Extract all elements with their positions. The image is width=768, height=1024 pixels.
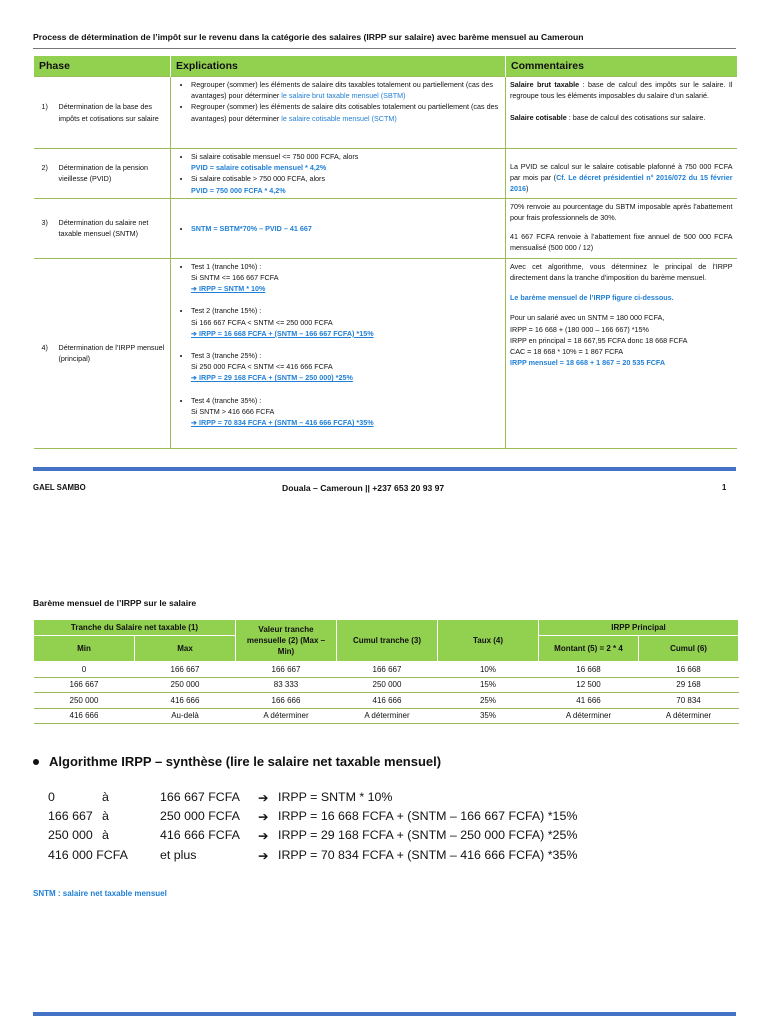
test-condition: Si 250 000 FCFA < SNTM <= 416 666 FCFA bbox=[191, 362, 333, 372]
footer-author: GAEL SAMBO bbox=[33, 483, 86, 492]
footer-bar bbox=[33, 467, 736, 471]
explication-cell bbox=[171, 77, 506, 149]
algo-heading bbox=[33, 754, 441, 769]
algo-sep: à bbox=[102, 790, 109, 804]
algo-sep: à bbox=[102, 828, 109, 842]
phase-cell bbox=[34, 198, 171, 258]
cell-taux: 15% bbox=[438, 677, 539, 693]
phase-number: 2) bbox=[41, 163, 48, 173]
cell-montant: 41 666 bbox=[539, 693, 639, 709]
cell-valeur: 166 666 bbox=[236, 693, 337, 709]
condition-text: Si salaire cotisable > 750 000 FCFA, alors bbox=[191, 174, 326, 184]
cell-cumul: A déterminer bbox=[337, 708, 438, 724]
comment-text: Avec cet algorithme, vous déterminez le principal de l’IRPP directement dans la tranche d’imposition du barème mensuel. bbox=[510, 261, 733, 283]
bottom-bar bbox=[33, 1012, 736, 1016]
bareme-header-row bbox=[34, 620, 739, 636]
algo-from: 416 000 FCFA bbox=[48, 848, 128, 862]
list-item bbox=[191, 261, 501, 295]
irpp-formula: IRPP = 16 668 FCFA + (SNTM – 166 667 FCFA) *15% bbox=[199, 328, 374, 338]
comment-cell bbox=[506, 198, 737, 258]
algo-sep: à bbox=[102, 809, 109, 823]
list-item bbox=[191, 350, 501, 384]
arrow-icon: ➔ bbox=[191, 328, 200, 338]
algo-to: 416 666 FCFA bbox=[160, 828, 240, 842]
irpp-formula: IRPP = 29 168 FCFA + (SNTM – 250 000) *25% bbox=[199, 373, 353, 383]
test-label: Test 2 (tranche 15%) : bbox=[191, 306, 262, 316]
cell-taux: 35% bbox=[438, 708, 539, 724]
arrow-icon: ➔ bbox=[258, 849, 269, 863]
table-row bbox=[34, 198, 737, 258]
test-label: Test 4 (tranche 35%) : bbox=[191, 395, 262, 405]
comment-cell bbox=[506, 258, 737, 448]
phase-cell bbox=[34, 258, 171, 448]
sbtm-highlight: le salaire brut taxable mensuel (SBTM) bbox=[281, 91, 406, 101]
sctm-highlight: le salaire cotisable mensuel (SCTM) bbox=[281, 113, 397, 123]
decree-reference: Cf. Le décret présidentiel n° 2016/072 du 15 février 2016 bbox=[510, 173, 733, 194]
condition-text: Si salaire cotisable mensuel <= 750 000 FCFA, alors bbox=[191, 152, 359, 161]
phase-cell bbox=[34, 77, 171, 149]
cell-cumul-irpp: 70 834 bbox=[639, 693, 739, 709]
cell-min: 250 000 bbox=[34, 693, 135, 709]
table-row bbox=[34, 677, 739, 693]
test-condition: Si 166 667 FCFA < SNTM <= 250 000 FCFA bbox=[191, 317, 333, 327]
algo-from: 250 000 bbox=[48, 828, 93, 842]
irpp-formula: IRPP = SNTM * 10% bbox=[199, 284, 266, 294]
cell-cumul-irpp: 29 168 bbox=[639, 677, 739, 693]
cell-valeur: A déterminer bbox=[236, 708, 337, 724]
test-label: Test 3 (tranche 25%) : bbox=[191, 351, 262, 361]
example-line: IRPP en principal = 18 667,95 FCFA donc 18 668 FCFA bbox=[510, 335, 688, 345]
cell-max: Au-delà bbox=[135, 708, 236, 724]
explication-text: Regrouper (sommer) les éléments de salaire dits cotisables totalement ou partiellement (cas des avantages) pour déterminer bbox=[191, 102, 499, 123]
cell-montant: 16 668 bbox=[539, 662, 639, 678]
cell-max: 166 667 bbox=[135, 662, 236, 678]
phase-cell bbox=[34, 149, 171, 199]
phase-number: 4) bbox=[41, 343, 48, 353]
list-item bbox=[191, 101, 501, 123]
cell-valeur: 83 333 bbox=[236, 677, 337, 693]
bareme-link-text: Le barème mensuel de l’IRPP figure ci-dessous. bbox=[510, 293, 674, 303]
footer-contact: Douala – Cameroun || +237 653 20 93 97 bbox=[282, 483, 445, 493]
list-item bbox=[191, 79, 501, 101]
algo-formula: IRPP = SNTM * 10% bbox=[278, 790, 393, 804]
phase-label: Détermination de la base des impôts et cotisations sur salaire bbox=[58, 102, 159, 123]
explication-text: Regrouper (sommer) les éléments de salaire dits taxables totalement ou partiellement (cas des avantages) pour déterminer bbox=[191, 80, 494, 101]
algo-from: 0 bbox=[48, 790, 55, 804]
process-table bbox=[33, 56, 737, 449]
table-row bbox=[34, 693, 739, 709]
arrow-icon: ➔ bbox=[258, 829, 269, 843]
page-number: 1 bbox=[722, 483, 727, 492]
cell-min: 0 bbox=[34, 662, 135, 678]
header-explications: Explications bbox=[171, 56, 506, 77]
algo-to: 250 000 FCFA bbox=[160, 809, 240, 823]
comment-term: Salaire brut taxable bbox=[510, 80, 580, 89]
cell-cumul: 250 000 bbox=[337, 677, 438, 693]
list-item bbox=[191, 223, 501, 234]
phase-number: 3) bbox=[41, 218, 48, 228]
algo-to: 166 667 FCFA bbox=[160, 790, 240, 804]
irpp-formula: IRPP = 70 834 FCFA + (SNTM – 416 666 FCFA) *35% bbox=[199, 418, 374, 428]
table-row bbox=[34, 258, 737, 448]
cell-min: 166 667 bbox=[34, 677, 135, 693]
comment-text: ) bbox=[526, 184, 529, 194]
header-taux: Taux (4) bbox=[438, 620, 539, 662]
explication-cell bbox=[171, 149, 506, 199]
algo-formula: IRPP = 70 834 FCFA + (SNTM – 416 666 FCFA) *35% bbox=[278, 848, 578, 862]
cell-taux: 25% bbox=[438, 693, 539, 709]
header-min: Min bbox=[34, 636, 135, 662]
comment-cell bbox=[506, 149, 737, 199]
algo-formula: IRPP = 29 168 FCFA + (SNTM – 250 000 FCFA) *25% bbox=[278, 828, 578, 842]
header-cumul-tranche: Cumul tranche (3) bbox=[337, 620, 438, 662]
cell-cumul: 416 666 bbox=[337, 693, 438, 709]
cell-cumul-irpp: A déterminer bbox=[639, 708, 739, 724]
phase-label: Détermination de la pension vieillesse (PVID) bbox=[58, 163, 148, 184]
page-title: Process de détermination de l’impôt sur le revenu dans la catégorie des salaires (IRPP sur salaire) avec barème mensuel au Cameroun bbox=[33, 32, 584, 42]
table-row bbox=[34, 149, 737, 199]
example-line: IRPP = 16 668 + (180 000 – 166 667) *15% bbox=[510, 324, 649, 334]
comment-term: Salaire cotisable bbox=[510, 113, 567, 123]
comment-text: : base de calcul des cotisations sur salaire. bbox=[566, 113, 706, 123]
table-row bbox=[34, 708, 739, 724]
test-label: Test 1 (tranche 10%) : bbox=[191, 261, 262, 271]
table-row bbox=[34, 77, 737, 149]
header-phase: Phase bbox=[34, 56, 171, 77]
arrow-icon: ➔ bbox=[258, 810, 269, 824]
header-cumul-6: Cumul (6) bbox=[639, 636, 739, 662]
phase-number: 1) bbox=[41, 102, 48, 112]
example-line: Pour un salarié avec un SNTM = 180 000 FCFA, bbox=[510, 313, 665, 323]
list-item bbox=[191, 305, 501, 339]
header-montant: Montant (5) = 2 * 4 bbox=[539, 636, 639, 662]
cell-min: 416 666 bbox=[34, 708, 135, 724]
phase-label: Détermination de l’IRPP mensuel (principal) bbox=[58, 343, 165, 364]
comment-text: 41 667 FCFA renvoie à l’abattement fixe annuel de 500 000 FCFA mensualisé (500 000 / 12) bbox=[510, 232, 733, 253]
sntm-formula: SNTM = SBTM*70% – PVID – 41 667 bbox=[191, 223, 312, 233]
arrow-icon: ➔ bbox=[191, 418, 200, 428]
cell-valeur: 166 667 bbox=[236, 662, 337, 678]
cell-montant: 12 500 bbox=[539, 677, 639, 693]
cell-cumul-irpp: 16 668 bbox=[639, 662, 739, 678]
table-row bbox=[34, 662, 739, 678]
arrow-icon: ➔ bbox=[191, 284, 200, 294]
example-line: CAC = 18 668 * 10% = 1 867 FCFA bbox=[510, 347, 624, 357]
sntm-definition: SNTM : salaire net taxable mensuel bbox=[33, 889, 167, 898]
arrow-icon: ➔ bbox=[191, 373, 200, 383]
header-commentaires: Commentaires bbox=[506, 56, 737, 77]
bullet-icon bbox=[33, 759, 39, 765]
comment-text: La PVID se calcul sur le salaire cotisable plafonné à 750 000 FCFA par mois par ( bbox=[510, 162, 733, 183]
explication-cell bbox=[171, 258, 506, 448]
algo-formula: IRPP = 16 668 FCFA + (SNTM – 166 667 FCFA) *15% bbox=[278, 809, 578, 823]
header-max: Max bbox=[135, 636, 236, 662]
list-item bbox=[191, 395, 501, 429]
algo-from: 166 667 bbox=[48, 809, 93, 823]
bareme-title: Barème mensuel de l’IRPP sur le salaire bbox=[33, 598, 197, 608]
algo-sep: et plus bbox=[160, 848, 197, 862]
title-divider bbox=[33, 48, 736, 49]
cell-montant: A déterminer bbox=[539, 708, 639, 724]
comment-cell bbox=[506, 77, 737, 149]
comment-text: : base de calcul des impôts sur le salaire. Il regroupe tous les éléments imposables du salaire d’un salarié. bbox=[510, 80, 733, 101]
header-irpp-principal: IRPP Principal bbox=[539, 620, 739, 636]
pvid-formula: PVID = 750 000 FCFA * 4,2% bbox=[191, 185, 286, 195]
bareme-table bbox=[33, 619, 739, 724]
phase-label: Détermination du salaire net taxable mensuel (SNTM) bbox=[58, 218, 149, 239]
cell-max: 250 000 bbox=[135, 677, 236, 693]
pvid-formula: PVID = salaire cotisable mensuel * 4,2% bbox=[191, 163, 327, 173]
header-tranche: Tranche du Salaire net taxable (1) bbox=[34, 620, 236, 636]
cell-max: 416 666 bbox=[135, 693, 236, 709]
test-condition: Si SNTM > 416 666 FCFA bbox=[191, 406, 275, 416]
arrow-icon: ➔ bbox=[258, 791, 269, 805]
example-result: IRPP mensuel = 18 668 + 1 867 = 20 535 FCFA bbox=[510, 358, 666, 368]
cell-cumul: 166 667 bbox=[337, 662, 438, 678]
list-item bbox=[191, 173, 501, 195]
explication-cell bbox=[171, 198, 506, 258]
cell-taux: 10% bbox=[438, 662, 539, 678]
header-valeur-tranche: Valeur tranche mensuelle (2) (Max – Min) bbox=[236, 620, 337, 662]
process-table-header bbox=[34, 56, 737, 77]
comment-text: 70% renvoie au pourcentage du SBTM imposable après l’abattement pour frais professionnels de 30%. bbox=[510, 201, 733, 223]
test-condition: Si SNTM <= 166 667 FCFA bbox=[191, 273, 279, 283]
list-item bbox=[191, 151, 501, 173]
algo-heading-text: Algorithme IRPP – synthèse (lire le salaire net taxable mensuel) bbox=[49, 754, 442, 769]
